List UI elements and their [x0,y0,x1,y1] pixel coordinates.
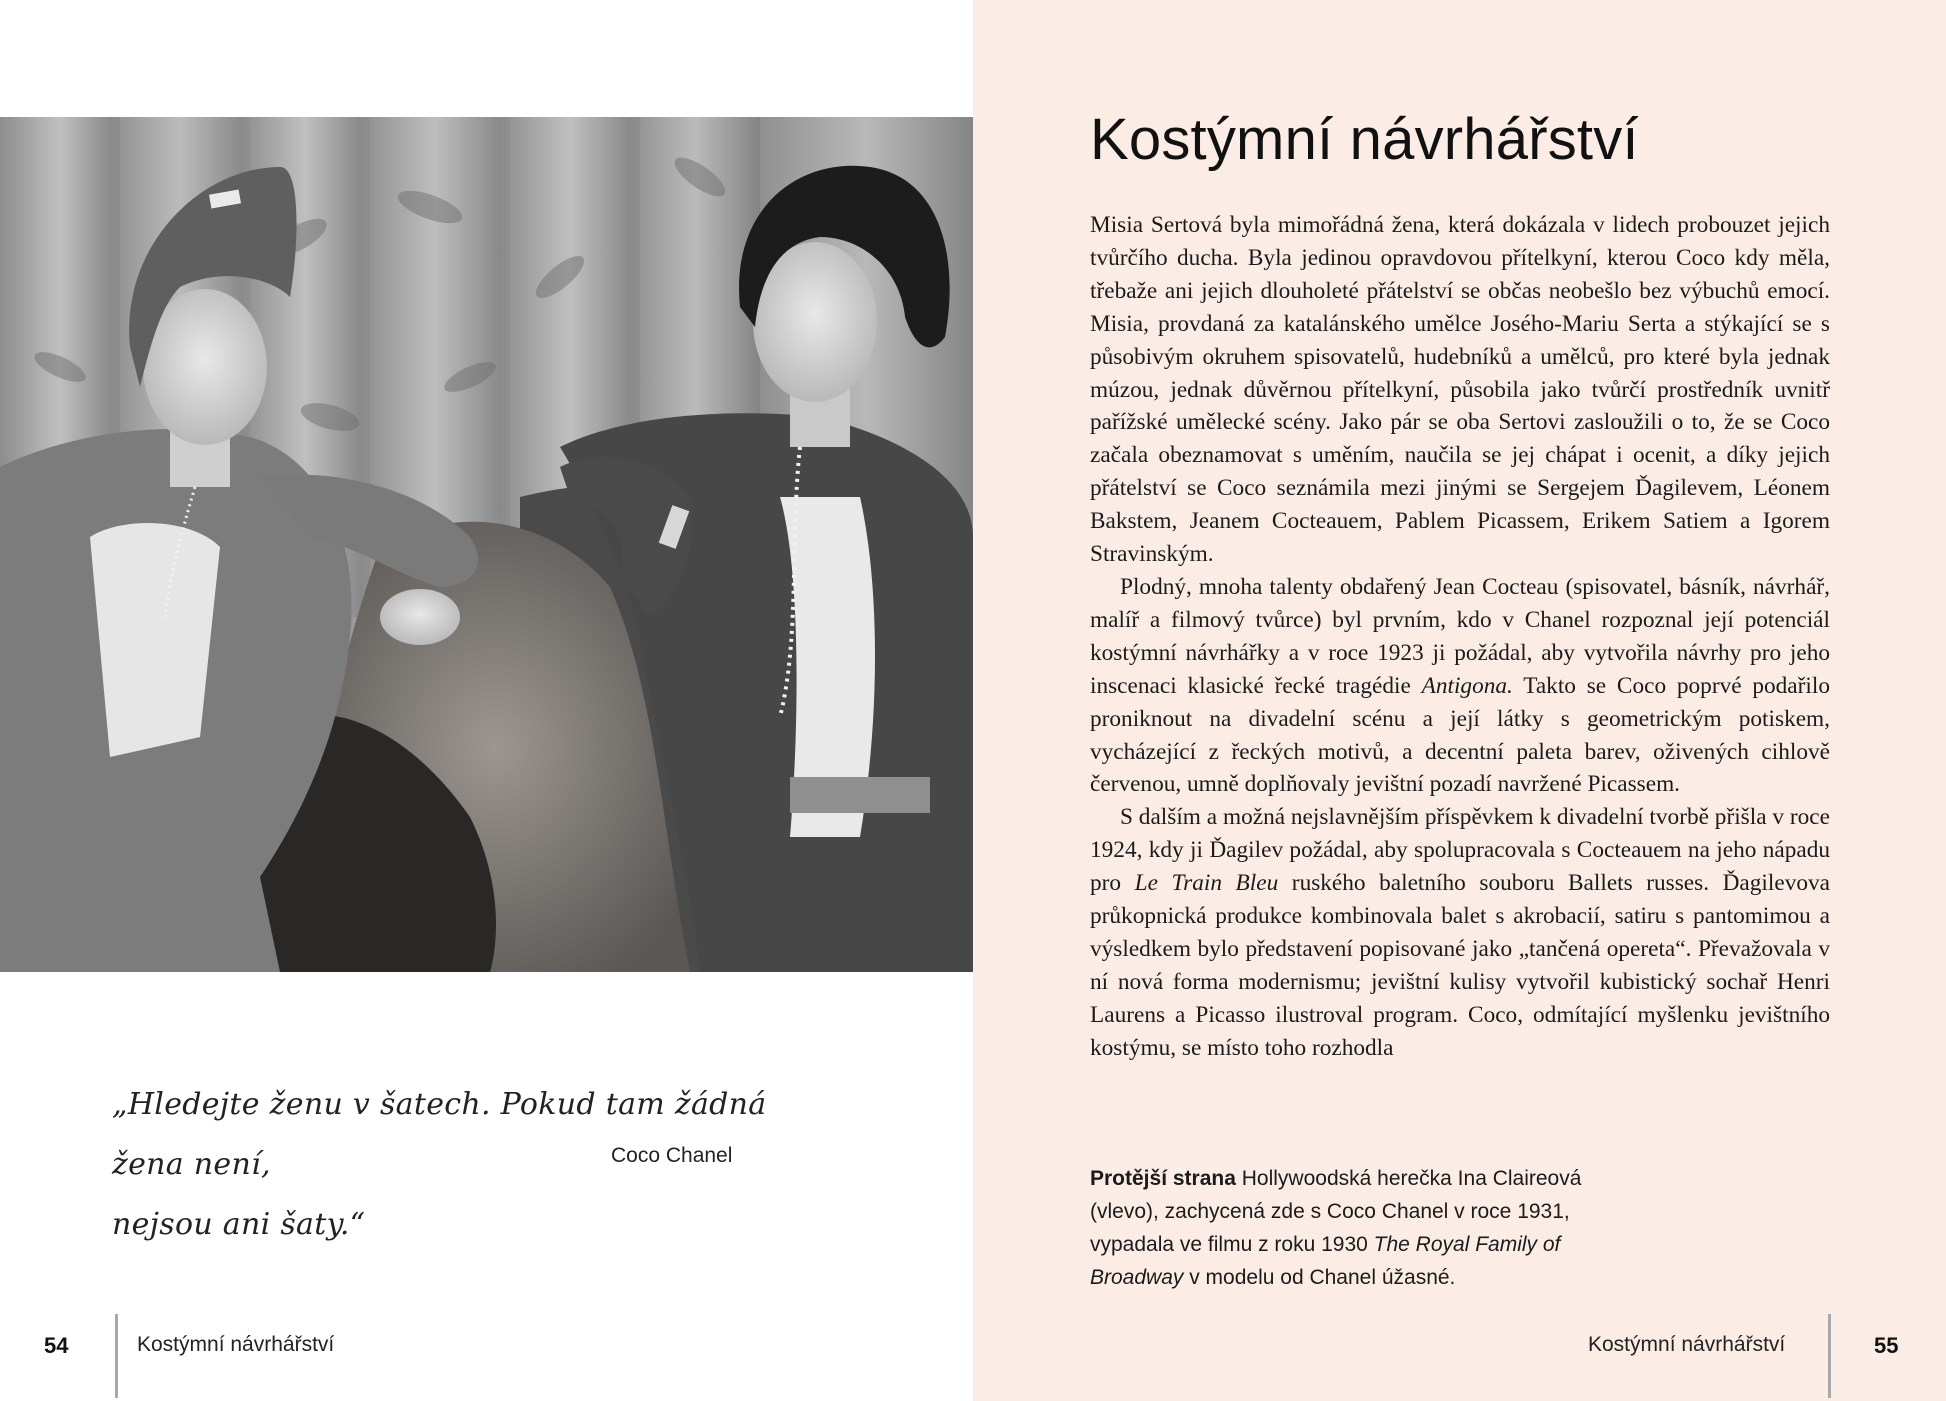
paragraph-1: Misia Sertová byla mimořádná žena, která dokázala v lidech probouzet jejich tvůrčího ducha. Byla jedinou opravdovou přítelkyní, kterou Coco kdy měla, třebaže ani jejich dlouholeté přátelství se občas neobešlo bez výbuchů emocí. Misia, provdaná za katalánského umělce Josého-Mariu Serta a stýkající se s působivým okruhem spisovatelů, hudebníků a umělců, pro které byla jednak múzou, jednak důvěrnou přítelkyní, působila jako tvůrčí prostředník uvnitř pařížské umělecké scény. Jako pár se oba Sertovi zasloužili o to, že se Coco začala obeznamovat s uměním, naučila se jej chápat i ocenit, a díky jejich přátelství se Coco seznámila mezi jinými se Sergejem Ďagilevem, Léonem Bakstem, Jeanem Cocteauem, Pablem Picassem, Erikem Satiem a Igorem Stravinským. [1090,212,1830,568]
footer-divider-right [1828,1314,1831,1398]
caption-label: Protější strana [1090,1167,1236,1190]
photo-caption [1090,1162,1610,1294]
play-title-antigona: Antigona. [1421,672,1513,699]
paragraph-3-text-b: ruského baletního souboru Ballets russes. Ďagilevova průkopnická produkce kombinovala balet s akrobacií, satiru s pantomimou a výsledkem bylo představení popisované jako „tančená opereta“. Převažovala v ní nová forma modernismu; jevištní kulisy vytvořil kubistický sochař Henri Laurens a Picasso ilustroval program. Coco, odmítající myšlenku jevištního kostýmu, se místo toho rozhodla [1090,870,1830,1061]
page-number-right: 55 [1874,1333,1899,1358]
paragraph-2-text-a: Plodný, mnoha talenty obdařený Jean Cocteau (spisovatel, básník, návrhář, malíř a filmový tvůrce) byl prvním, kdo v Chanel rozpoznal její potenciál kostýmní návrhářky a v roce 1923 ji požádal, aby vytvořila návrhy pro jeho inscenaci klasické řecké tragédie [1090,573,1830,699]
paragraph-2-text-b: Takto se Coco poprvé podařilo proniknout na divadelní scénu a její látky s geometrickým potiskem, vycházející z řeckých motivů, a decentní paleta barev, oživených cihlově červenou, umně doplňovaly jevištní pozadí navržené Picassem. [1090,672,1831,798]
quote-line-1: „Hledejte ženu v šatech. Pokud tam žádná žena není, [112,1087,767,1182]
running-head-left: Kostýmní návrhářství [137,1333,335,1356]
paragraph-3 [1090,801,1830,1064]
paragraph-3-text-a: S dalším a možná nejslavnějším příspěvkem k divadelní tvorbě přišla v roce 1924, kdy ji Ďagilev požádal, aby spolupracovala s Cocteauem na jeho nápadu pro [1090,804,1830,897]
page-number-left: 54 [44,1333,69,1358]
paragraph-2 [1090,571,1830,801]
ballet-title-le-train-bleu: Le Train Bleu [1134,870,1279,897]
black-and-white-photograph [0,117,973,972]
caption-text-b: v modelu od Chanel úžasné. [1183,1266,1456,1289]
footer-divider-left [115,1314,118,1398]
quote-line-2: nejsou ani šaty.“ [112,1207,366,1242]
photo-illustration [0,117,973,972]
caption-text-a: Hollywoodská herečka Ina Claireová (vlevo), zachycená zde s Coco Chanel v roce 1931, vypadala ve filmu z roku 1930 [1090,1167,1582,1256]
chapter-title: Kostýmní návrhářství [1090,107,1639,172]
running-head-right: Kostýmní návrhářství [1588,1333,1786,1356]
film-title: The Royal Family of Broadway [1090,1233,1561,1289]
quote-attribution: Coco Chanel [611,1144,733,1167]
body-text [1090,209,1830,1065]
